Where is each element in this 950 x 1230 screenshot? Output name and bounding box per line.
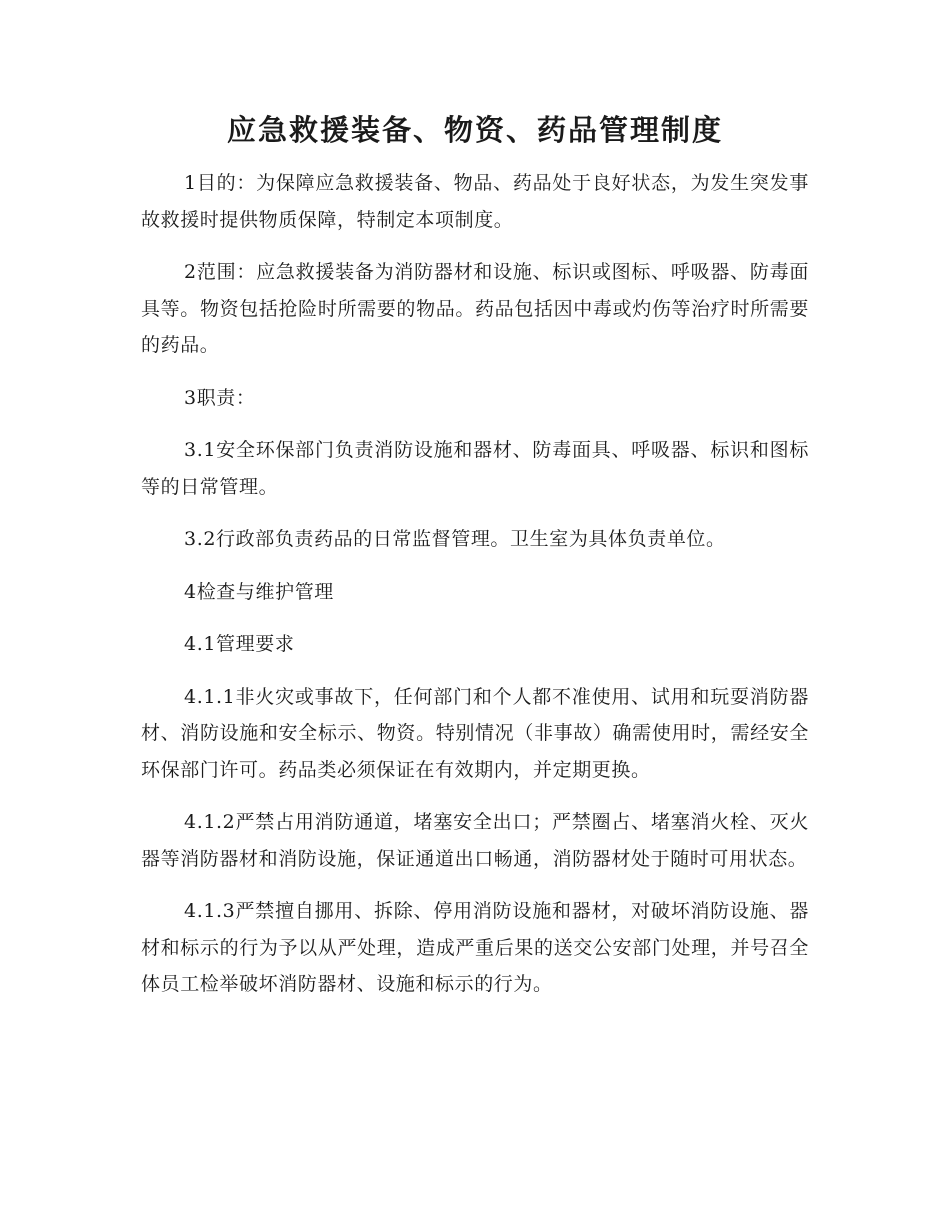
paragraph-4-1-3: 4.1.3严禁擅自挪用、拆除、停用消防设施和器材，对破坏消防设施、器材和标示的行为予以从严处理，造成严重后果的送交公安部门处理，并号召全体员工检举破坏消防器材、设施和标示的行为。: [141, 900, 809, 995]
paragraph-4-1-1: 4.1.1非火灾或事故下，任何部门和个人都不准使用、试用和玩耍消防器材、消防设施和安全标示、物资。特别情况（非事故）确需使用时，需经安全环保部门许可。药品类必须保证在有效期内，并定期更换。: [141, 685, 809, 781]
paragraph-4-1-2: 4.1.2严禁占用消防通道，堵塞安全出口；严禁圈占、堵塞消火栓、灭火器等消防器材和消防设施，保证通道出口畅通，消防器材处于随时可用状态。: [141, 811, 809, 870]
paragraph-3-1: 3.1安全环保部门负责消防设施和器材、防毒面具、呼吸器、标识和图标等的日常管理。: [141, 439, 809, 498]
paragraph-3-2: 3.2行政部负责药品的日常监督管理。卫生室为具体负责单位。: [184, 528, 726, 550]
paragraph-scope: 2范围：应急救援装备为消防器材和设施、标识或图标、呼吸器、防毒面具等。物资包括抢险时所需要的物品。药品包括因中毒或灼伤等治疗时所需要的药品。: [141, 261, 809, 356]
paragraph-purpose: 1目的：为保障应急救援装备、物品、药品处于良好状态，为发生突发事故救援时提供物质保障，特制定本项制度。: [141, 172, 809, 231]
paragraph-inspection-heading: 4检查与维护管理: [184, 580, 334, 603]
paragraph-responsibilities-heading: 3职责：: [184, 386, 256, 409]
paragraph-4-1-heading: 4.1管理要求: [184, 633, 295, 655]
document-body: [141, 165, 809, 1019]
document-title: 应急救援装备、物资、药品管理制度: [226, 113, 723, 147]
